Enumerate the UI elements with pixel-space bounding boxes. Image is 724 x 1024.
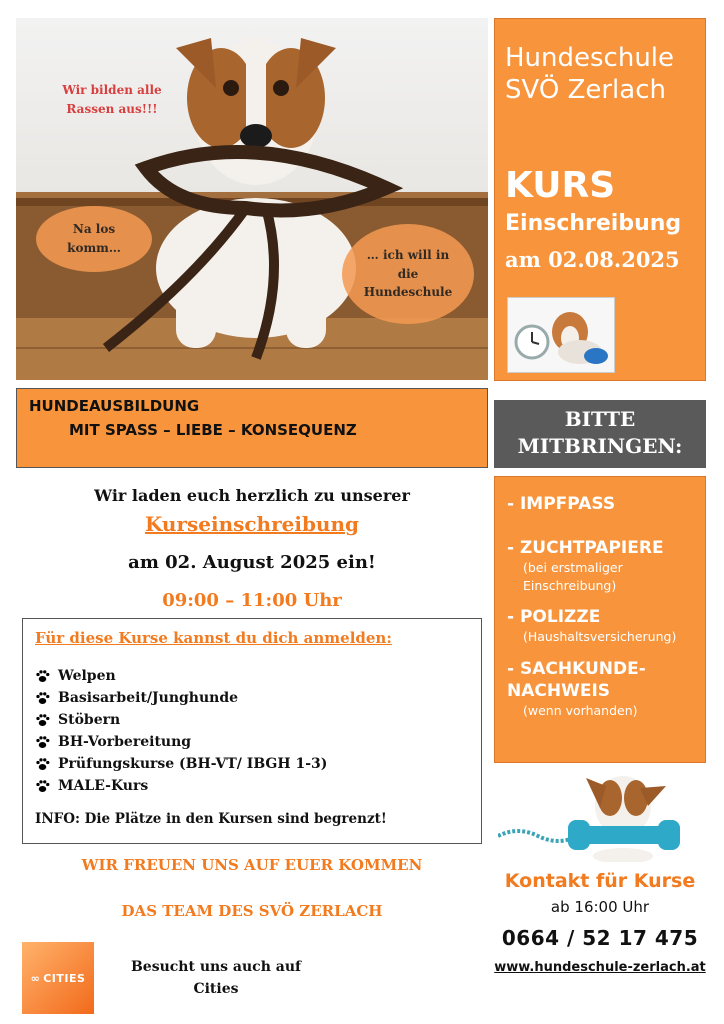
puppy-with-clock-photo: [507, 297, 615, 373]
banner-line-1: HUNDEAUSBILDUNG: [29, 397, 200, 415]
banner-line-2: MIT SPASS – LIEBE – KONSEQUENZ: [69, 421, 357, 439]
contact-phone[interactable]: 0664 / 52 17 475: [501, 926, 699, 950]
paw-icon: [35, 713, 50, 727]
team-signature: DAS TEAM DES SVÖ ZERLACH: [121, 902, 383, 920]
bring-heading: BITTE MITBRINGEN:: [494, 400, 706, 468]
einschreibung-title: Einschreibung: [505, 211, 682, 236]
school-name: Hundeschule SVÖ Zerlach: [505, 43, 675, 105]
website-link[interactable]: www.hundeschule-zerlach.at: [494, 960, 706, 975]
kurs-title: KURS: [505, 165, 616, 206]
cities-visit-text: Besucht uns auch auf Cities: [130, 959, 302, 998]
welcome-text: WIR FREUEN UNS AUF EUER KOMMEN: [81, 856, 423, 874]
contact-time: ab 16:00 Uhr: [550, 898, 650, 916]
dog-with-phone-photo: [498, 770, 704, 862]
header-box: [494, 18, 706, 381]
paw-icon: [35, 691, 50, 705]
paw-icon: [35, 669, 50, 683]
speech-bubble-top: Wir bilden alle Rassen aus!!!: [62, 83, 162, 116]
course-list: [35, 665, 481, 797]
paw-icon: [35, 779, 50, 793]
list-item: BH-Vorbereitung: [35, 731, 481, 753]
bring-list: [494, 476, 706, 763]
course-heading: Für diese Kurse kannst du dich anmelden:: [35, 629, 392, 647]
list-item: Welpen: [35, 665, 481, 687]
speech-bubble-right: … ich will in die Hundeschule: [342, 224, 474, 324]
hero-dog-photo: [16, 18, 488, 380]
bring-item: - ZUCHTPAPIERE (bei erstmaliger Einschreibung): [507, 538, 664, 593]
puppy-clock-illustration: [508, 298, 614, 372]
course-box: [22, 618, 482, 844]
bring-item: - SACHKUNDE-NACHWEIS (wenn vorhanden): [507, 658, 646, 718]
list-item: Basisarbeit/Junghunde: [35, 687, 481, 709]
speech-bubble-left: Na los komm…: [36, 206, 152, 272]
paw-icon: [35, 757, 50, 771]
paw-icon: [35, 735, 50, 749]
invite-line-3: am 02. August 2025 ein!: [128, 552, 376, 573]
cities-infinity-icon: ∞: [30, 971, 41, 985]
invite-time: 09:00 – 11:00 Uhr: [162, 590, 342, 611]
bring-item: - IMPFPASS: [507, 494, 616, 514]
invite-highlight: Kurseinschreibung: [144, 512, 360, 536]
invite-line-1: Wir laden euch herzlich zu unserer: [94, 486, 410, 505]
course-info: INFO: Die Plätze in den Kursen sind begrenzt!: [35, 811, 387, 827]
cities-logo[interactable]: ∞ CITIES: [22, 942, 94, 1014]
list-item: MALE-Kurs: [35, 775, 481, 797]
contact-title: Kontakt für Kurse: [504, 870, 696, 892]
training-banner: [16, 388, 488, 468]
enrollment-date: am 02.08.2025: [505, 247, 680, 272]
bring-item: - POLIZZE (Haushaltsversicherung): [507, 607, 677, 645]
dog-phone-illustration: [498, 770, 704, 862]
list-item: Stöbern: [35, 709, 481, 731]
list-item: Prüfungskurse (BH-VT/ IBGH 1-3): [35, 753, 481, 775]
